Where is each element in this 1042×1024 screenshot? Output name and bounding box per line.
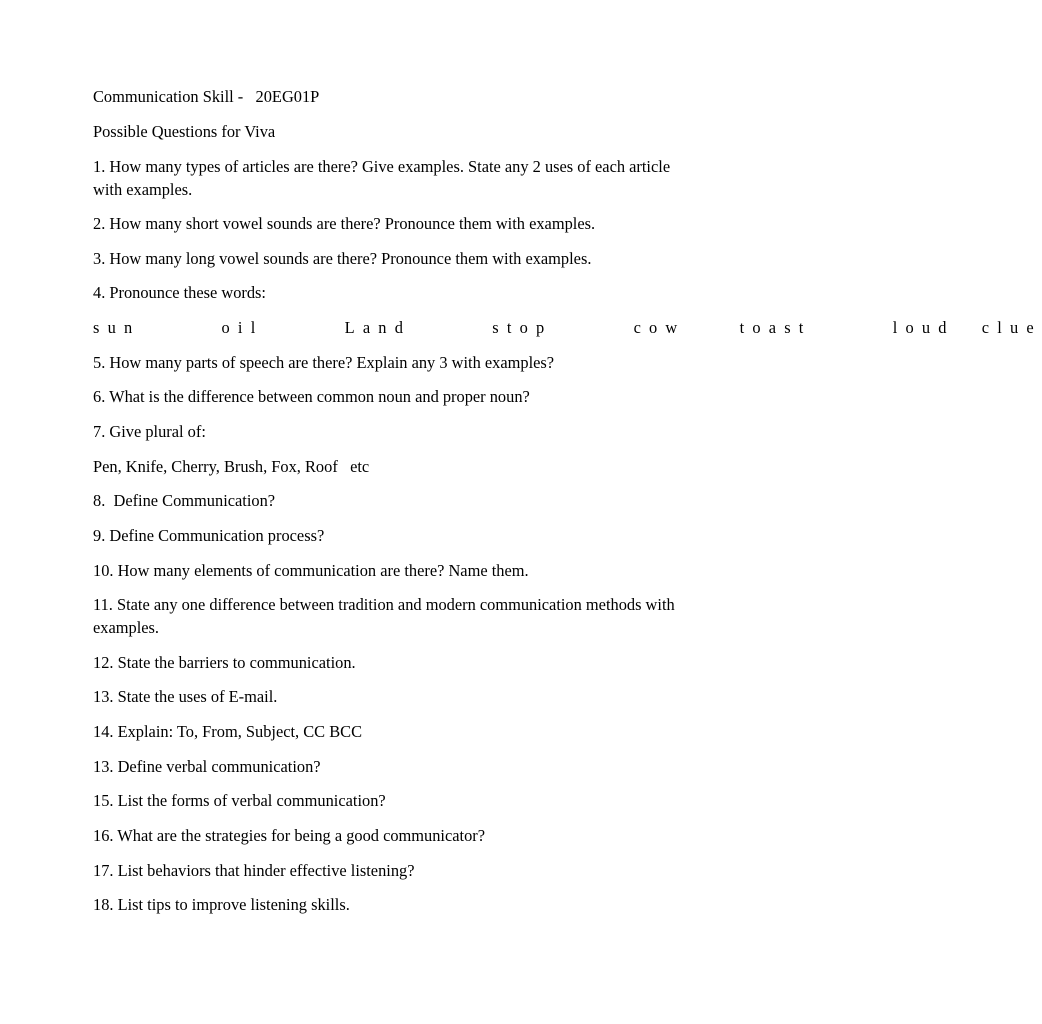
- plural-words: Pen, Knife, Cherry, Brush, Fox, Roof etc: [93, 457, 370, 476]
- question-2: 2. How many short vowel sounds are there? Pronounce them with examples.: [93, 214, 596, 233]
- question-4: 4. Pronounce these words:: [93, 283, 266, 302]
- question-11: 11. State any one difference between tradition and modern communication methods with examples.: [93, 595, 675, 637]
- question-5: 5. How many parts of speech are there? Explain any 3 with examples?: [93, 353, 555, 372]
- question-13: 13. State the uses of E-mail.: [93, 687, 278, 706]
- question-9: 9. Define Communication process?: [93, 526, 325, 545]
- question-15: 15. List the forms of verbal communication?: [93, 791, 386, 810]
- question-7: 7. Give plural of:: [93, 422, 206, 441]
- question-18: 18. List tips to improve listening skills.: [93, 895, 350, 914]
- pronunciation-words: sun oil Land stop cow toast loud clue: [93, 318, 1042, 337]
- document-title: Communication Skill - 20EG01P: [93, 87, 320, 106]
- question-1: 1. How many types of articles are there? Give examples. State any 2 uses of each article with examples.: [93, 157, 671, 199]
- question-14: 14. Explain: To, From, Subject, CC BCC: [93, 722, 363, 741]
- question-12: 12. State the barriers to communication.: [93, 653, 356, 672]
- question-10: 10. How many elements of communication are there? Name them.: [93, 561, 529, 580]
- question-3: 3. How many long vowel sounds are there? Pronounce them with examples.: [93, 249, 592, 268]
- question-6: 6. What is the difference between common noun and proper noun?: [93, 387, 530, 406]
- document-subtitle: Possible Questions for Viva: [93, 122, 276, 141]
- question-16: 16. What are the strategies for being a good communicator?: [93, 826, 486, 845]
- question-17: 17. List behaviors that hinder effective listening?: [93, 861, 415, 880]
- question-8: 8. Define Communication?: [93, 491, 276, 510]
- question-13b: 13. Define verbal communication?: [93, 757, 321, 776]
